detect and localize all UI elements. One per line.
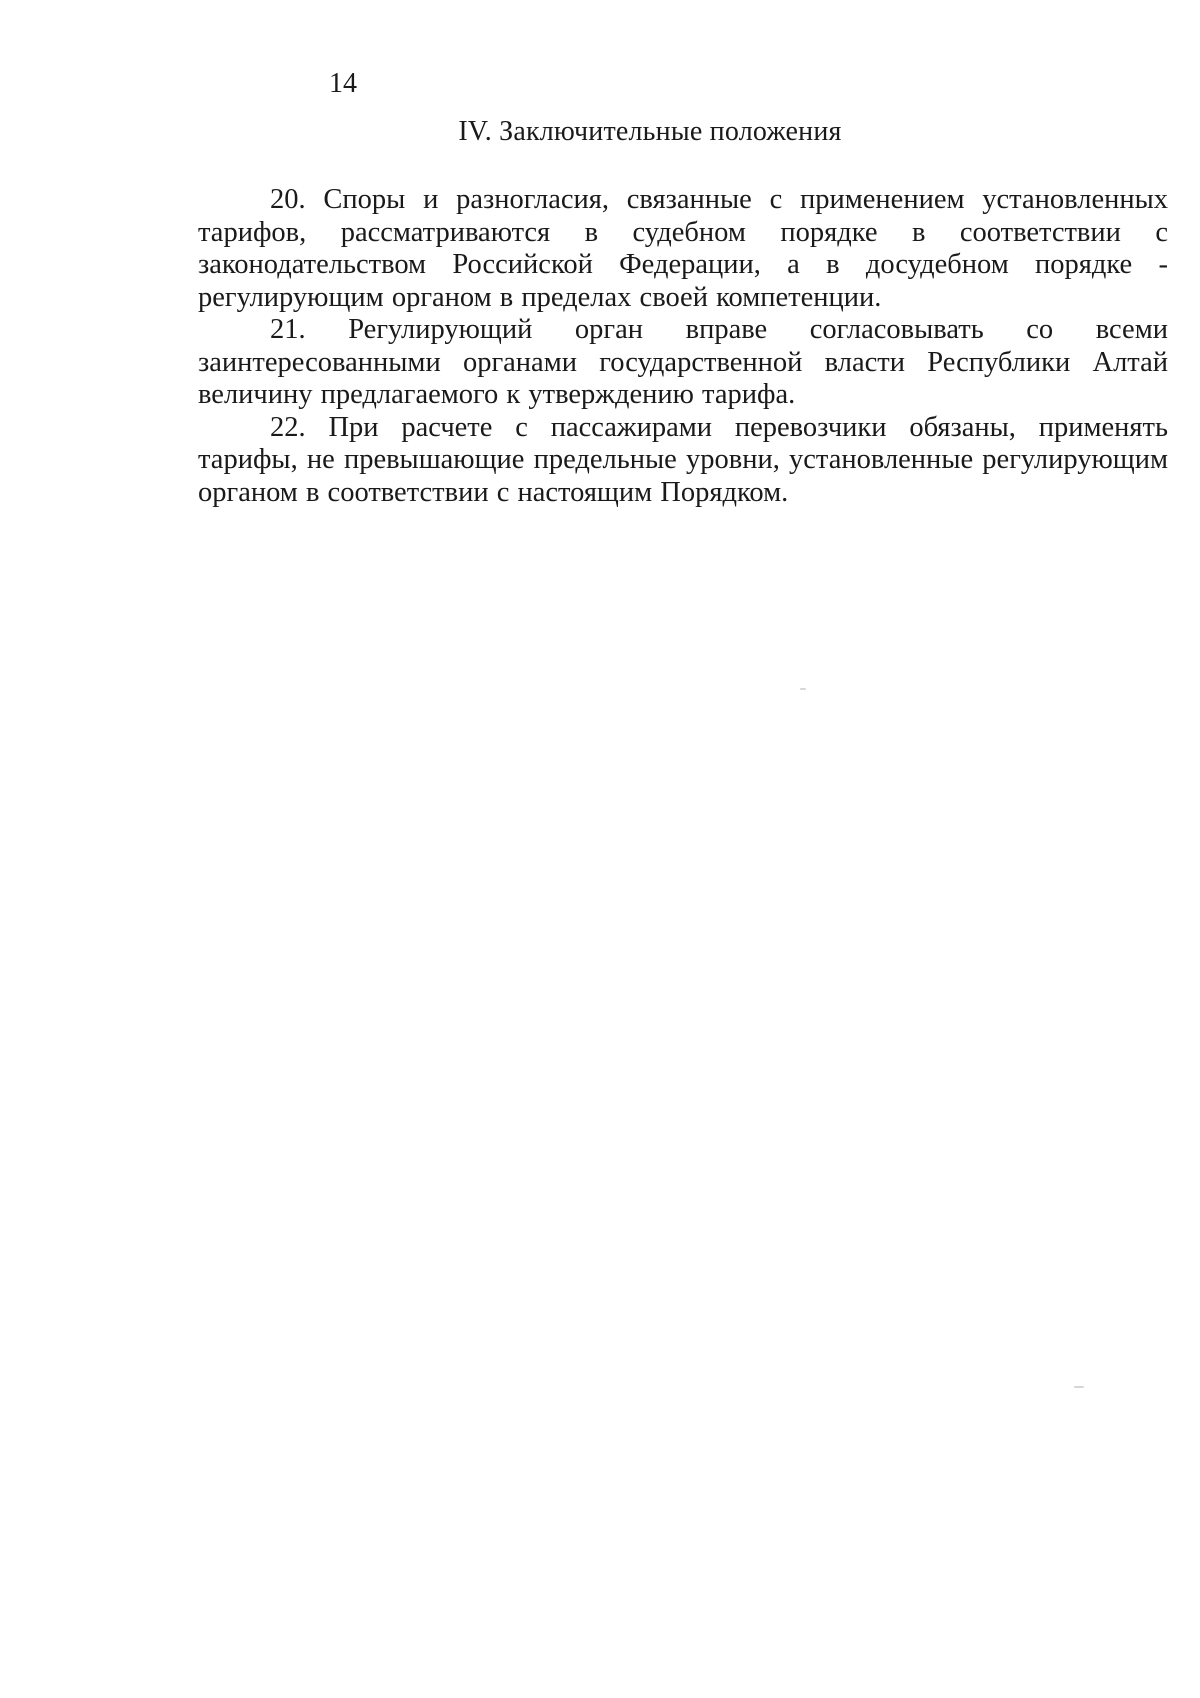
scan-speck (800, 688, 806, 690)
section-title: IV. Заключительные положения (458, 116, 842, 147)
paragraph-21: 21. Регулирующий орган вправе согласовывать со всеми заинтересованными органами государственной власти Республики Алтай величину предлагаемого к утверждению тарифа. (198, 314, 1168, 410)
paragraph-22: 22. При расчете с пассажирами перевозчики обязаны, применять тарифы, не превышающие предельные уровни, установленные регулирующим органом в соответствии с настоящим Порядком. (198, 411, 1168, 508)
scan-speck (1074, 1386, 1084, 1388)
page-number: 14 (329, 68, 357, 99)
paragraph-20: 20. Споры и разногласия, связанные с применением установленных тарифов, рассматриваются в судебном порядке в соответствии с законодательством Российской Федерации, а в досудебном порядке - регулирующим органом в пределах своей компетенции. (198, 184, 1168, 313)
body-text (198, 184, 1168, 509)
